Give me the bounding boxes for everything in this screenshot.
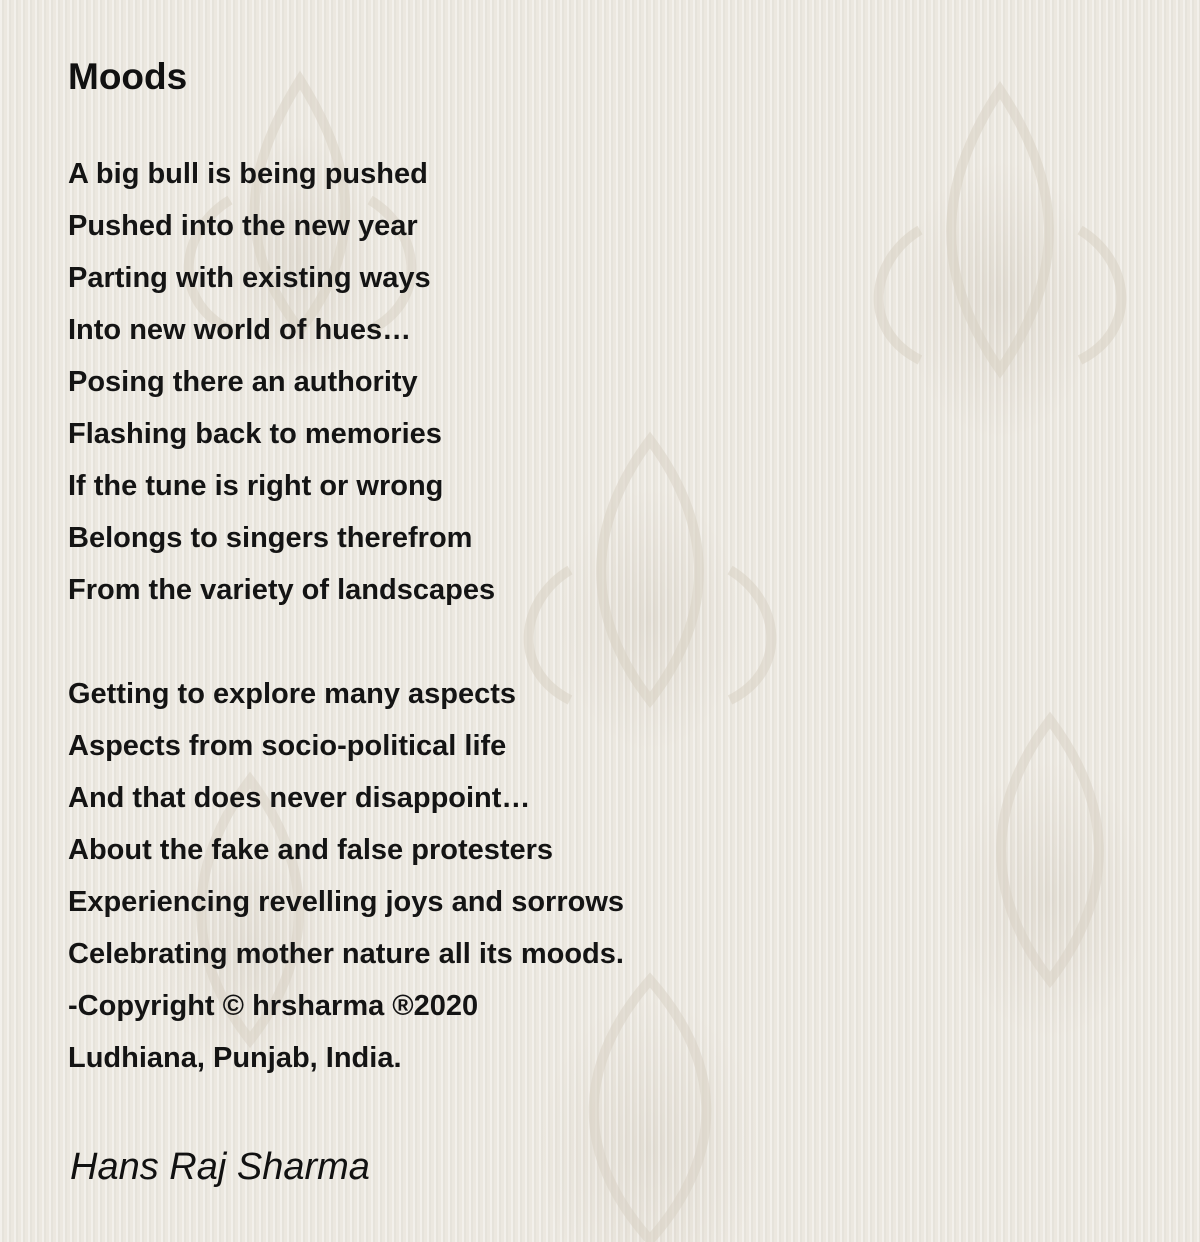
poem-line: Pushed into the new year bbox=[68, 210, 418, 242]
poem-line: Aspects from socio-political life bbox=[68, 730, 507, 762]
poem-line: From the variety of landscapes bbox=[68, 574, 496, 606]
poem-line: Into new world of hues… bbox=[68, 314, 412, 346]
poem-line: If the tune is right or wrong bbox=[68, 470, 444, 502]
poem-line: Experiencing revelling joys and sorrows bbox=[68, 886, 625, 918]
poem-title: Moods bbox=[68, 56, 188, 97]
poem-line: Belongs to singers therefrom bbox=[68, 522, 473, 554]
poem-line: A big bull is being pushed bbox=[68, 158, 428, 190]
poem-author: Hans Raj Sharma bbox=[70, 1146, 370, 1188]
poem-line: Celebrating mother nature all its moods. bbox=[68, 938, 624, 970]
poem-line: Parting with existing ways bbox=[68, 262, 431, 294]
poem-stanza-1 bbox=[68, 148, 1128, 616]
poem-line: Getting to explore many aspects bbox=[68, 678, 517, 710]
poem-container bbox=[68, 52, 1128, 1192]
poem-line: Posing there an authority bbox=[68, 366, 418, 398]
poem-line: And that does never disappoint… bbox=[68, 782, 531, 814]
copyright-line: -Copyright © hrsharma ®2020 bbox=[68, 990, 479, 1022]
poem-line: Flashing back to memories bbox=[68, 418, 442, 450]
poem-line: About the fake and false protesters bbox=[68, 834, 554, 866]
poem-stanza-2 bbox=[68, 668, 1128, 1084]
location-line: Ludhiana, Punjab, India. bbox=[68, 1042, 402, 1074]
